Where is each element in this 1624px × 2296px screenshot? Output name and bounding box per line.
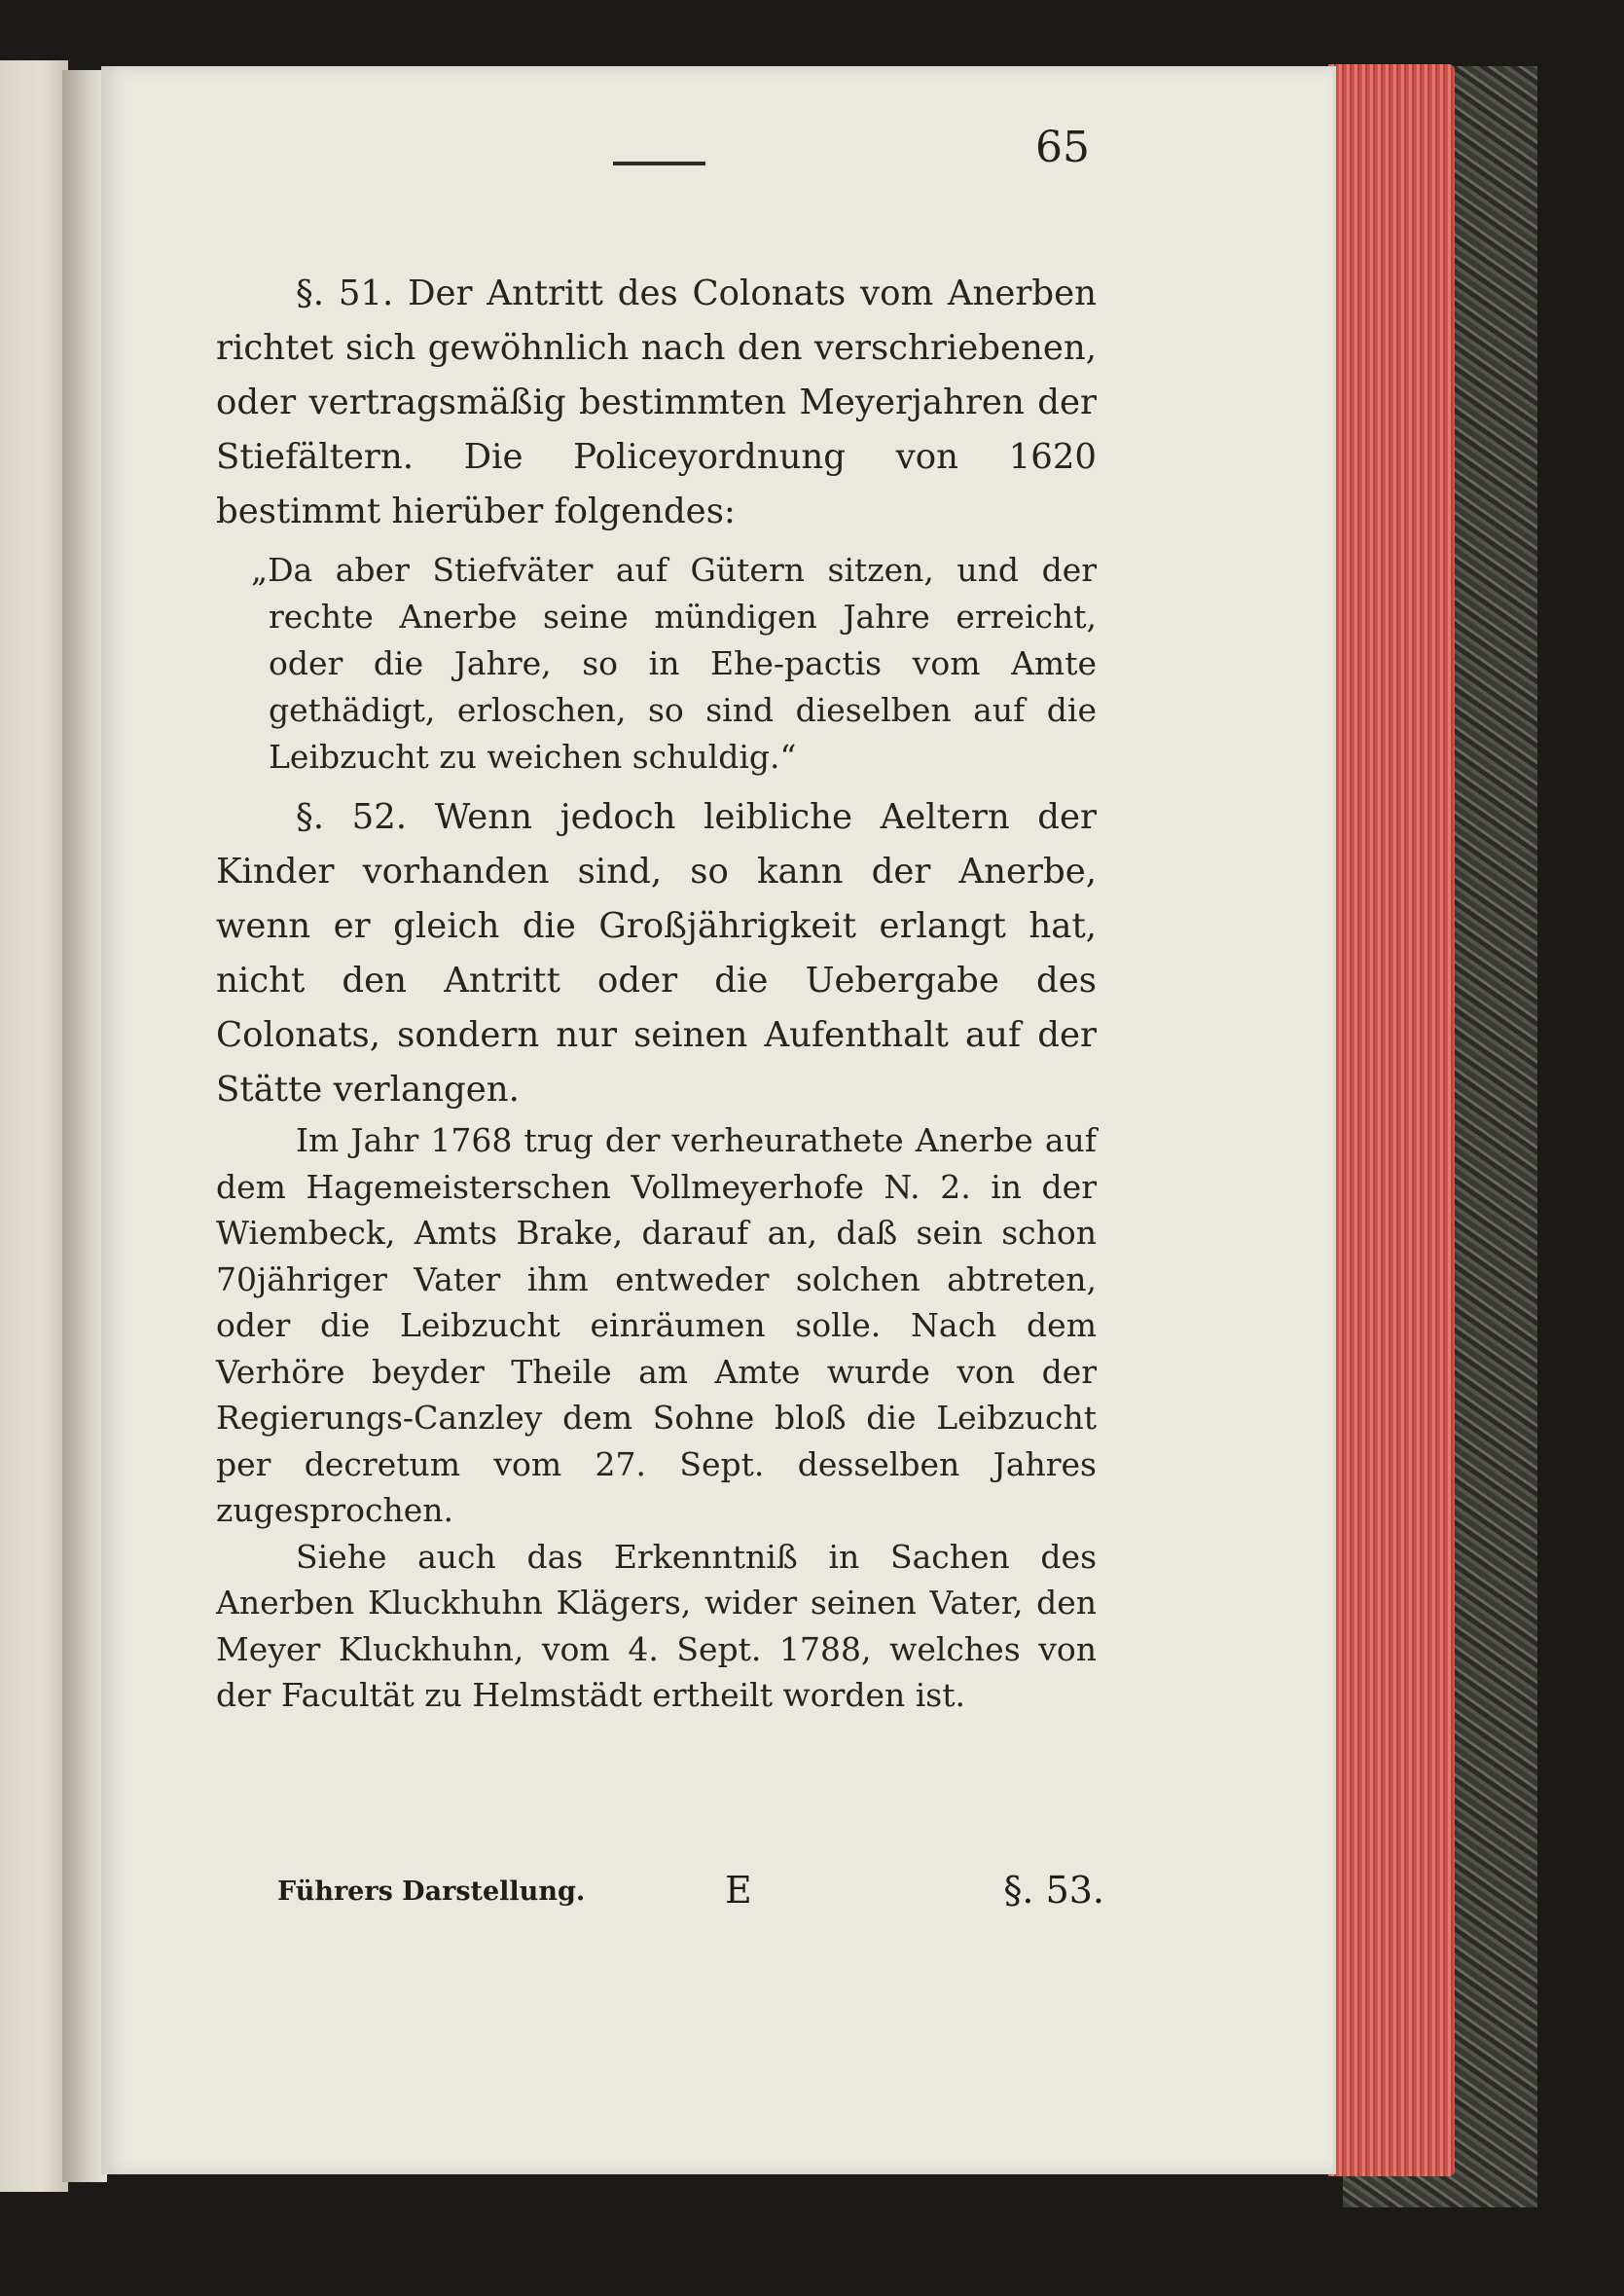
- paragraph-reference: Siehe auch das Erkenntniß in Sachen des Anerben Kluckhuhn Klägers, wider seinen Vater, den Meyer Kluckhuhn, vom 4. Sept. 1788, welches von der Facultät zu Helmstädt ertheilt worden ist.: [216, 1537, 1097, 1715]
- quotation: „Da aber Stiefväter auf Gütern sitzen, und der rechte Anerbe seine mündigen Jahre erreicht, oder die Jahre, so in Ehe-pactis vom Amte gethädigt, erloschen, so sind dieselben auf die Leibzucht zu weichen schuldig.“: [251, 551, 1097, 776]
- paragraph-51: §. 51. Der Antritt des Colonats vom Anerben richtet sich gewöhnlich nach den verschriebenen, oder vertragsmäßig bestimmten Meyerjahren der Stiefältern. Die Policeyordnung von 1620 bestimmt hierüber folgendes:: [216, 273, 1097, 532]
- page-header: [613, 123, 1119, 210]
- page-footer: [277, 1869, 1104, 1927]
- signature-mark: E: [725, 1869, 752, 1912]
- page-number: 65: [1035, 123, 1090, 172]
- signature-line: Führers Darstellung.: [277, 1877, 586, 1907]
- page-body: [216, 267, 1097, 1719]
- facing-page-edge: [0, 60, 68, 2192]
- header-rule: [613, 162, 705, 165]
- paragraph-example: Im Jahr 1768 trug der verheurathete Anerbe auf dem Hagemeisterschen Vollmeyerhofe N. 2. in der Wiembeck, Amts Brake, darauf an, daß sein schon 70jähriger Vater ihm entweder solchen abtreten, oder die Leibzucht einräumen solle. Nach dem Verhöre beyder Theile am Amte wurde von der Regierungs-Canzley dem Sohne bloß die Leibzucht per decretum vom 27. Sept. desselben Jahres zugesprochen.: [216, 1121, 1097, 1530]
- catchword: §. 53.: [1003, 1869, 1104, 1912]
- paragraph-52: §. 52. Wenn jedoch leibliche Aeltern der Kinder vorhanden sind, so kann der Anerbe, wenn er gleich die Großjährigkeit erlangt hat, nicht den Antritt oder die Uebergabe des Colonats, sondern nur seinen Aufenthalt auf der Stätte verlangen.: [216, 796, 1097, 1110]
- red-page-edges: [1328, 64, 1455, 2176]
